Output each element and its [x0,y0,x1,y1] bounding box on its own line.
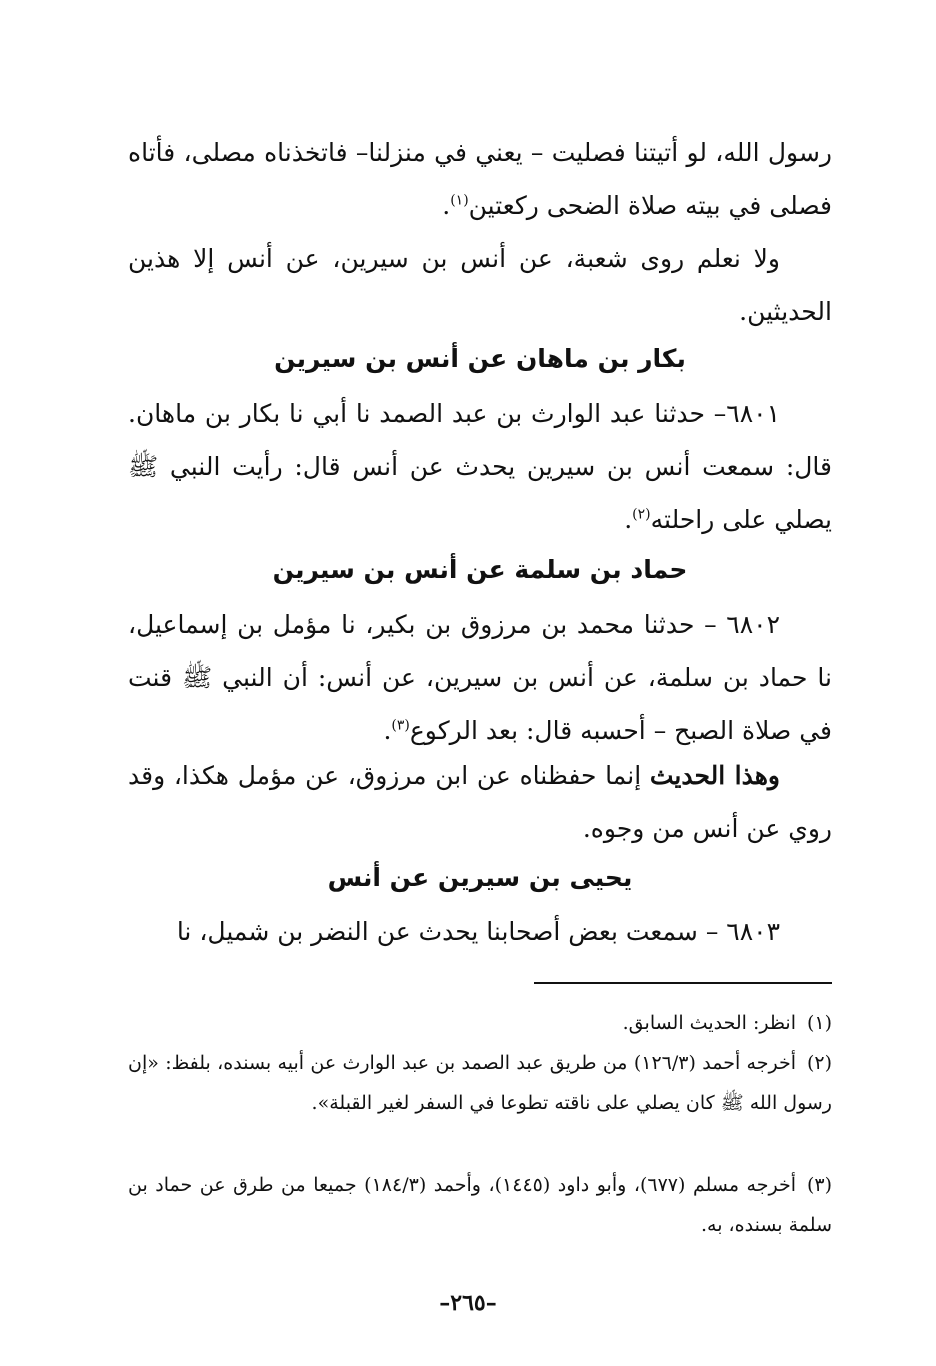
paragraph-5-text: إنما حفظناه عن ابن مرزوق، عن مؤمل هكذا، وقد روي عن أنس من وجوه. [128,761,832,843]
footnote-divider [534,982,832,984]
hadith-6801 [128,387,832,546]
footnote-2-number: (٢) [806,1052,832,1074]
paragraph-1-end: . [442,191,451,220]
hadith-6802-text: ٦٨٠٢ – حدثنا محمد بن مرزوق بن بكير، نا مؤمل بن إسماعيل، نا حماد بن سلمة، عن أنس بن سيرين، عن أنس: أن النبي ﷺ قنت في صلاة الصبح – أحسبه قال: بعد الركوع [128,610,832,745]
hadith-6802-end: . [383,716,392,745]
section-heading-yahya: يحيى بن سيرين عن أنس [327,863,633,892]
footnote-ref-2[interactable]: (٢) [632,506,651,523]
paragraph-5-bold: وهذا الحديث [649,761,780,790]
footnote-3-number: (٣) [806,1174,832,1196]
footnote-1 [128,1003,832,1043]
footnote-ref-1[interactable]: (١) [450,192,469,209]
hadith-6801-text: ٦٨٠١– حدثنا عبد الوارث بن عبد الصمد نا أبي نا بكار بن ماهان. قال: سمعت أنس بن سيرين يحدث عن أنس قال: رأيت النبي ﷺ يصلي على راحلته [128,399,832,534]
hadith-6801-end: . [624,505,633,534]
footnote-3-text: أخرجه مسلم (٦٧٧)، وأبو داود (١٤٤٥)، وأحمد (١٨٤/٣) جميعا من طرق عن حماد بن سلمة بسنده، به. [128,1174,832,1236]
hadith-6803: ٦٨٠٣ – سمعت بعض أصحابنا يحدث عن النضر بن شميل، نا [176,917,780,946]
footnote-1-text: انظر: الحديث السابق. [622,1012,796,1034]
page-number: –٢٦٥– [439,1290,497,1316]
paragraph-1-text: رسول الله، لو أتيتنا فصليت – يعني في منزلنا– فاتخذناه مصلى، فأتاه فصلى في بيته صلاة الضحى ركعتين [128,138,832,220]
section-heading-hammad: حماد بن سلمة عن أنس بن سيرين [272,555,688,584]
footnote-2-text: أخرجه أحمد (١٢٦/٣) من طريق عبد الصمد بن عبد الوارث عن أبيه بسنده، بلفظ: «إن رسول الله ﷺ كان يصلي على ناقته تطوعا في السفر لغير القبلة». [128,1052,832,1114]
footnote-ref-3[interactable]: (٣) [391,717,410,734]
footnote-3 [128,1165,832,1245]
footnote-1-number: (١) [806,1012,832,1034]
section-heading-bakkar: بكار بن ماهان عن أنس بن سيرين [274,344,686,373]
paragraph-1 [128,126,832,232]
hadith-6802 [128,598,832,757]
paragraph-2: ولا نعلم روى شعبة، عن أنس بن سيرين، عن أنس إلا هذين الحديثين. [128,244,832,326]
footnote-2 [128,1043,832,1123]
paragraph-5 [128,749,832,855]
